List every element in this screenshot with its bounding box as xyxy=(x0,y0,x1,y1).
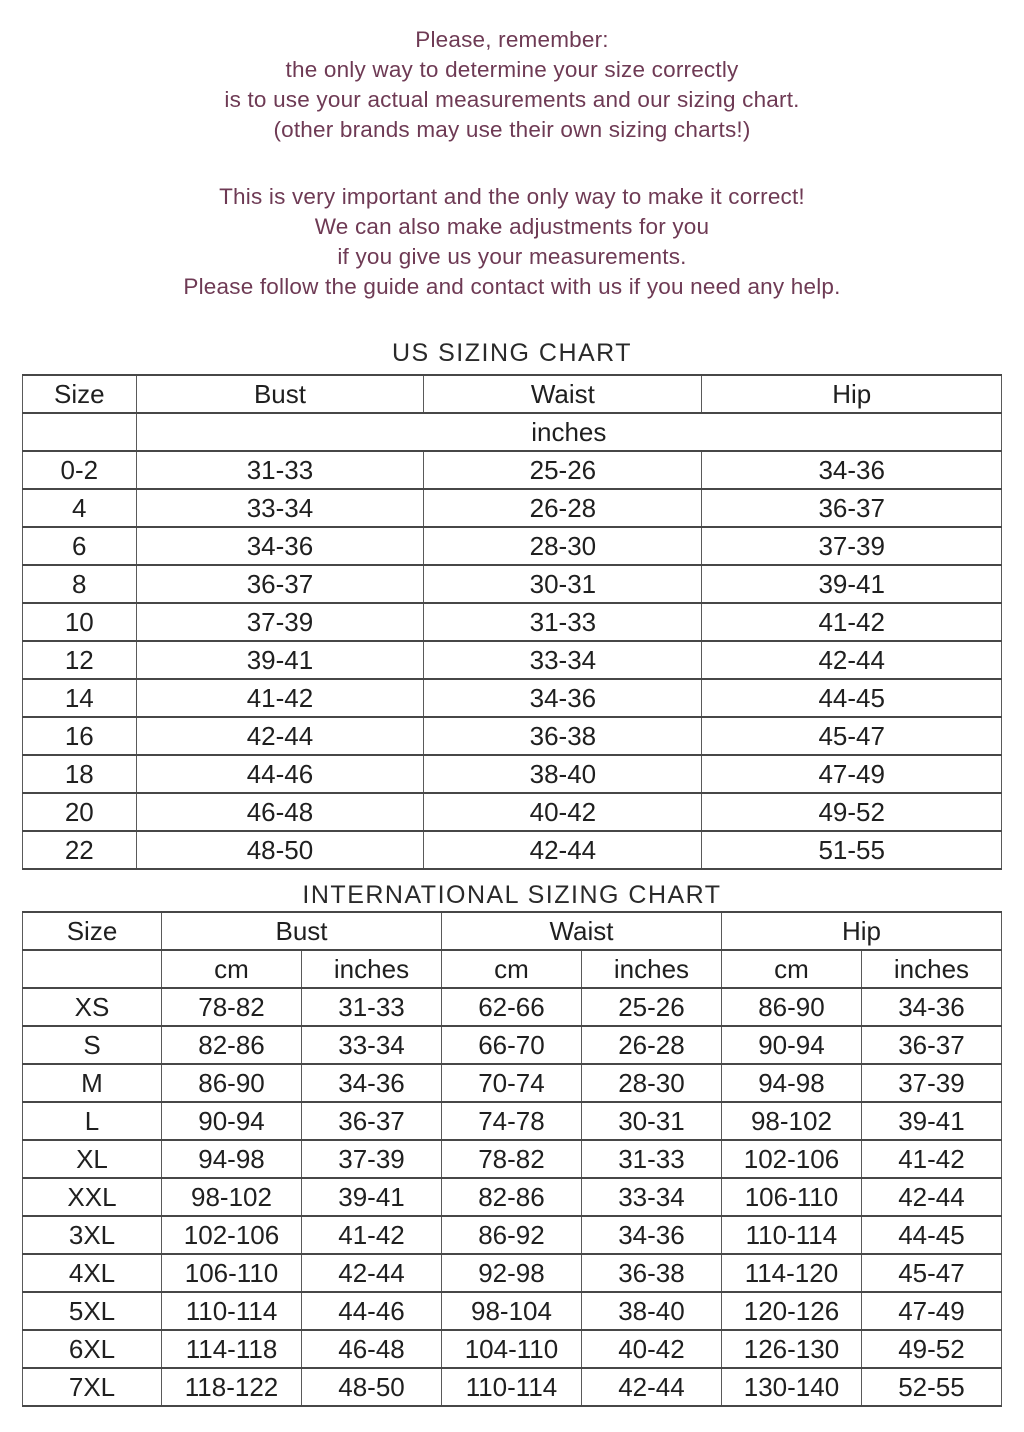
table-row xyxy=(23,1064,1002,1102)
intl-header-waist: Waist xyxy=(441,912,721,950)
us-header-bust: Bust xyxy=(136,375,424,413)
table-cell: 4 xyxy=(23,489,137,527)
table-cell: 31-33 xyxy=(136,451,424,489)
intro-line: We can also make adjustments for you xyxy=(314,214,710,239)
table-cell: 46-48 xyxy=(136,793,424,831)
table-cell: 41-42 xyxy=(702,603,1002,641)
table-row xyxy=(23,717,1002,755)
table-cell: 42-44 xyxy=(136,717,424,755)
intl-table-body xyxy=(23,988,1002,1406)
table-cell: 94-98 xyxy=(721,1064,861,1102)
table-cell: 40-42 xyxy=(424,793,702,831)
table-cell: 42-44 xyxy=(302,1254,442,1292)
table-row xyxy=(23,1140,1002,1178)
table-cell: M xyxy=(23,1064,162,1102)
table-cell: 66-70 xyxy=(441,1026,581,1064)
table-cell: 102-106 xyxy=(721,1140,861,1178)
intro-paragraph-1 xyxy=(0,25,1024,145)
table-cell: 31-33 xyxy=(581,1140,721,1178)
table-cell: 34-36 xyxy=(302,1064,442,1102)
table-cell: 42-44 xyxy=(702,641,1002,679)
table-cell: 26-28 xyxy=(581,1026,721,1064)
table-cell: 26-28 xyxy=(424,489,702,527)
table-cell: 34-36 xyxy=(861,988,1001,1026)
table-row xyxy=(23,1216,1002,1254)
table-row xyxy=(23,1254,1002,1292)
table-cell: 36-38 xyxy=(581,1254,721,1292)
table-cell: 3XL xyxy=(23,1216,162,1254)
intro-text xyxy=(0,0,1024,302)
table-cell: 70-74 xyxy=(441,1064,581,1102)
table-cell: 31-33 xyxy=(424,603,702,641)
intro-paragraph-2 xyxy=(0,182,1024,302)
table-cell: S xyxy=(23,1026,162,1064)
table-row xyxy=(23,755,1002,793)
table-row xyxy=(23,641,1002,679)
table-cell: 92-98 xyxy=(441,1254,581,1292)
table-cell: 39-41 xyxy=(861,1102,1001,1140)
table-cell: 130-140 xyxy=(721,1368,861,1406)
table-cell: 45-47 xyxy=(702,717,1002,755)
table-cell: 46-48 xyxy=(302,1330,442,1368)
table-cell: 6 xyxy=(23,527,137,565)
intro-line: the only way to determine your size correctly xyxy=(285,57,739,82)
table-cell: 98-104 xyxy=(441,1292,581,1330)
table-cell: XXL xyxy=(23,1178,162,1216)
table-cell: 12 xyxy=(23,641,137,679)
table-cell: 34-36 xyxy=(581,1216,721,1254)
table-cell: 38-40 xyxy=(424,755,702,793)
table-cell: 49-52 xyxy=(861,1330,1001,1368)
table-cell: 82-86 xyxy=(162,1026,302,1064)
table-cell: 44-46 xyxy=(302,1292,442,1330)
intro-line: is to use your actual measurements and our sizing chart. xyxy=(224,87,800,112)
table-cell: 98-102 xyxy=(721,1102,861,1140)
intro-line: This is very important and the only way to make it correct! xyxy=(219,184,805,209)
table-cell: 39-41 xyxy=(136,641,424,679)
table-row xyxy=(23,603,1002,641)
intl-unit-waist-cm: cm xyxy=(441,950,581,988)
intl-unit-bust-inches: inches xyxy=(302,950,442,988)
table-cell: 52-55 xyxy=(861,1368,1001,1406)
table-row xyxy=(23,1368,1002,1406)
table-row xyxy=(23,489,1002,527)
intro-line: if you give us your measurements. xyxy=(337,244,687,269)
table-cell: 33-34 xyxy=(581,1178,721,1216)
table-cell: 48-50 xyxy=(136,831,424,869)
intro-line: Please follow the guide and contact with us if you need any help. xyxy=(183,274,841,299)
table-cell: 33-34 xyxy=(136,489,424,527)
intl-unit-hip-cm: cm xyxy=(721,950,861,988)
table-cell: XL xyxy=(23,1140,162,1178)
us-table-body xyxy=(23,451,1002,869)
table-cell: 86-90 xyxy=(721,988,861,1026)
table-cell: 36-37 xyxy=(136,565,424,603)
table-cell: 18 xyxy=(23,755,137,793)
table-cell: 126-130 xyxy=(721,1330,861,1368)
table-cell: 106-110 xyxy=(721,1178,861,1216)
intl-header-size: Size xyxy=(23,912,162,950)
table-cell: 98-102 xyxy=(162,1178,302,1216)
table-cell: 110-114 xyxy=(721,1216,861,1254)
table-cell: 74-78 xyxy=(441,1102,581,1140)
table-cell: 42-44 xyxy=(581,1368,721,1406)
empty-cell xyxy=(23,413,137,451)
table-cell: 37-39 xyxy=(136,603,424,641)
table-cell: 41-42 xyxy=(302,1216,442,1254)
intl-unit-bust-cm: cm xyxy=(162,950,302,988)
table-cell: 34-36 xyxy=(424,679,702,717)
table-cell: 49-52 xyxy=(702,793,1002,831)
table-cell: 34-36 xyxy=(136,527,424,565)
table-cell: 47-49 xyxy=(861,1292,1001,1330)
table-cell: 36-37 xyxy=(702,489,1002,527)
table-cell: 45-47 xyxy=(861,1254,1001,1292)
table-row xyxy=(23,1292,1002,1330)
table-cell: 39-41 xyxy=(302,1178,442,1216)
table-cell: 25-26 xyxy=(581,988,721,1026)
table-cell: 4XL xyxy=(23,1254,162,1292)
table-unit-row xyxy=(23,413,1002,451)
table-cell: 20 xyxy=(23,793,137,831)
table-cell: 28-30 xyxy=(424,527,702,565)
table-cell: 110-114 xyxy=(441,1368,581,1406)
table-cell: 106-110 xyxy=(162,1254,302,1292)
table-cell: 6XL xyxy=(23,1330,162,1368)
table-cell: 118-122 xyxy=(162,1368,302,1406)
table-cell: 37-39 xyxy=(702,527,1002,565)
table-cell: 90-94 xyxy=(721,1026,861,1064)
table-cell: 7XL xyxy=(23,1368,162,1406)
table-cell: 0-2 xyxy=(23,451,137,489)
table-cell: 16 xyxy=(23,717,137,755)
us-chart-title: US SIZING CHART xyxy=(391,339,633,367)
table-cell: 36-37 xyxy=(861,1026,1001,1064)
table-row xyxy=(23,831,1002,869)
table-cell: 51-55 xyxy=(702,831,1002,869)
table-cell: 82-86 xyxy=(441,1178,581,1216)
table-cell: 37-39 xyxy=(302,1140,442,1178)
table-cell: 37-39 xyxy=(861,1064,1001,1102)
table-cell: 110-114 xyxy=(162,1292,302,1330)
table-cell: 10 xyxy=(23,603,137,641)
intl-header-hip: Hip xyxy=(721,912,1001,950)
table-cell: 86-90 xyxy=(162,1064,302,1102)
intro-line: Please, remember: xyxy=(415,27,609,52)
table-cell: 25-26 xyxy=(424,451,702,489)
empty-cell xyxy=(23,950,162,988)
table-cell: 31-33 xyxy=(302,988,442,1026)
table-cell: 102-106 xyxy=(162,1216,302,1254)
table-cell: L xyxy=(23,1102,162,1140)
table-cell: XS xyxy=(23,988,162,1026)
table-cell: 30-31 xyxy=(424,565,702,603)
table-header-row xyxy=(23,912,1002,950)
table-cell: 120-126 xyxy=(721,1292,861,1330)
table-cell: 36-38 xyxy=(424,717,702,755)
table-row xyxy=(23,1102,1002,1140)
table-cell: 44-46 xyxy=(136,755,424,793)
table-cell: 78-82 xyxy=(162,988,302,1026)
us-header-size: Size xyxy=(23,375,137,413)
us-header-waist: Waist xyxy=(424,375,702,413)
intl-unit-hip-inches: inches xyxy=(861,950,1001,988)
table-cell: 14 xyxy=(23,679,137,717)
table-cell: 34-36 xyxy=(702,451,1002,489)
us-unit-label: inches xyxy=(136,413,1001,451)
table-cell: 41-42 xyxy=(136,679,424,717)
table-row xyxy=(23,988,1002,1026)
table-cell: 30-31 xyxy=(581,1102,721,1140)
table-cell: 44-45 xyxy=(861,1216,1001,1254)
table-row xyxy=(23,1330,1002,1368)
table-cell: 90-94 xyxy=(162,1102,302,1140)
table-cell: 5XL xyxy=(23,1292,162,1330)
table-row xyxy=(23,793,1002,831)
table-cell: 33-34 xyxy=(302,1026,442,1064)
table-row xyxy=(23,1178,1002,1216)
table-row xyxy=(23,1026,1002,1064)
table-cell: 28-30 xyxy=(581,1064,721,1102)
table-unit-row xyxy=(23,950,1002,988)
table-cell: 86-92 xyxy=(441,1216,581,1254)
table-cell: 47-49 xyxy=(702,755,1002,793)
table-cell: 42-44 xyxy=(861,1178,1001,1216)
table-cell: 78-82 xyxy=(441,1140,581,1178)
intro-line: (other brands may use their own sizing charts!) xyxy=(273,117,751,142)
intl-header-bust: Bust xyxy=(162,912,442,950)
table-row xyxy=(23,527,1002,565)
table-cell: 39-41 xyxy=(702,565,1002,603)
table-cell: 62-66 xyxy=(441,988,581,1026)
table-cell: 42-44 xyxy=(424,831,702,869)
table-cell: 94-98 xyxy=(162,1140,302,1178)
us-header-hip: Hip xyxy=(702,375,1002,413)
table-cell: 38-40 xyxy=(581,1292,721,1330)
table-cell: 33-34 xyxy=(424,641,702,679)
table-row xyxy=(23,679,1002,717)
international-sizing-table xyxy=(22,911,1002,1407)
table-cell: 114-118 xyxy=(162,1330,302,1368)
table-cell: 48-50 xyxy=(302,1368,442,1406)
us-sizing-table xyxy=(22,374,1002,870)
table-header-row xyxy=(23,375,1002,413)
table-cell: 114-120 xyxy=(721,1254,861,1292)
table-cell: 22 xyxy=(23,831,137,869)
table-row xyxy=(23,451,1002,489)
intl-unit-waist-inches: inches xyxy=(581,950,721,988)
table-cell: 44-45 xyxy=(702,679,1002,717)
table-cell: 36-37 xyxy=(302,1102,442,1140)
table-cell: 8 xyxy=(23,565,137,603)
intl-chart-title: INTERNATIONAL SIZING CHART xyxy=(302,881,722,909)
table-cell: 104-110 xyxy=(441,1330,581,1368)
table-row xyxy=(23,565,1002,603)
table-cell: 40-42 xyxy=(581,1330,721,1368)
table-cell: 41-42 xyxy=(861,1140,1001,1178)
